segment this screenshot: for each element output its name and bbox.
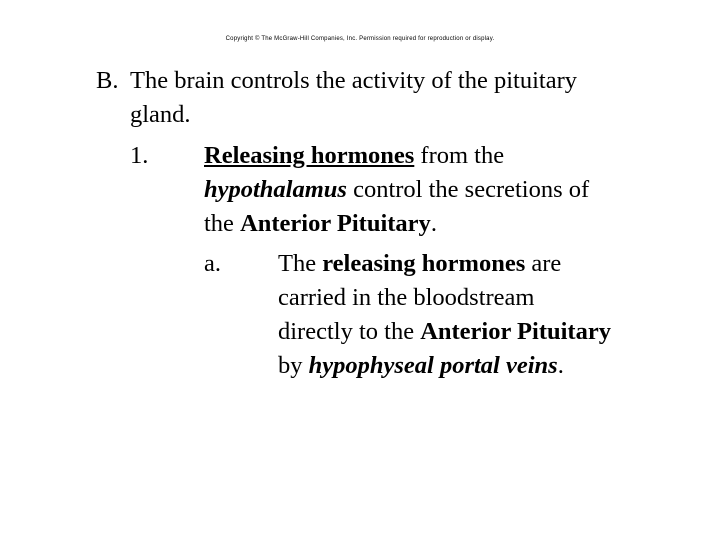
text-fragment: from the bbox=[414, 142, 505, 169]
term-anterior-pituitary: Anterior Pituitary bbox=[240, 210, 431, 237]
term-releasing-hormones-2: releasing hormones bbox=[322, 250, 526, 277]
term-hypothalamus: hypothalamus bbox=[204, 176, 347, 203]
text-fragment: The bbox=[278, 250, 323, 277]
point-a-line-2: carried in the bloodstream bbox=[278, 284, 535, 311]
point-1-line-1 bbox=[204, 139, 504, 173]
term-anterior-pituitary-2: Anterior Pituitary bbox=[420, 318, 611, 345]
term-hypophyseal-portal-veins: hypophyseal portal veins bbox=[308, 352, 558, 379]
copyright-notice: Copyright © The McGraw-Hill Companies, Inc. Permission required for reproduction or display. bbox=[225, 36, 495, 42]
point-1-line-3 bbox=[204, 207, 437, 241]
term-releasing-hormones: Releasing hormones bbox=[204, 142, 415, 169]
text-fragment: directly to the bbox=[278, 318, 421, 345]
outline-marker-a: a. bbox=[204, 250, 221, 277]
text-fragment: control the secretions of bbox=[346, 176, 590, 203]
point-b-line-2: gland. bbox=[130, 101, 191, 128]
text-fragment: . bbox=[430, 210, 437, 237]
point-a-line-1 bbox=[278, 247, 561, 281]
text-fragment: are bbox=[525, 250, 562, 277]
text-fragment: the bbox=[204, 210, 241, 237]
text-fragment: by bbox=[278, 352, 309, 379]
outline-marker-1: 1. bbox=[130, 142, 149, 169]
point-a-line-4 bbox=[278, 349, 564, 383]
point-1-line-2 bbox=[204, 173, 589, 207]
outline-marker-b: B. bbox=[96, 67, 119, 94]
point-a-line-3 bbox=[278, 315, 611, 349]
point-b-line-1: The brain controls the activity of the pituitary bbox=[130, 67, 577, 94]
text-fragment: . bbox=[557, 352, 564, 379]
